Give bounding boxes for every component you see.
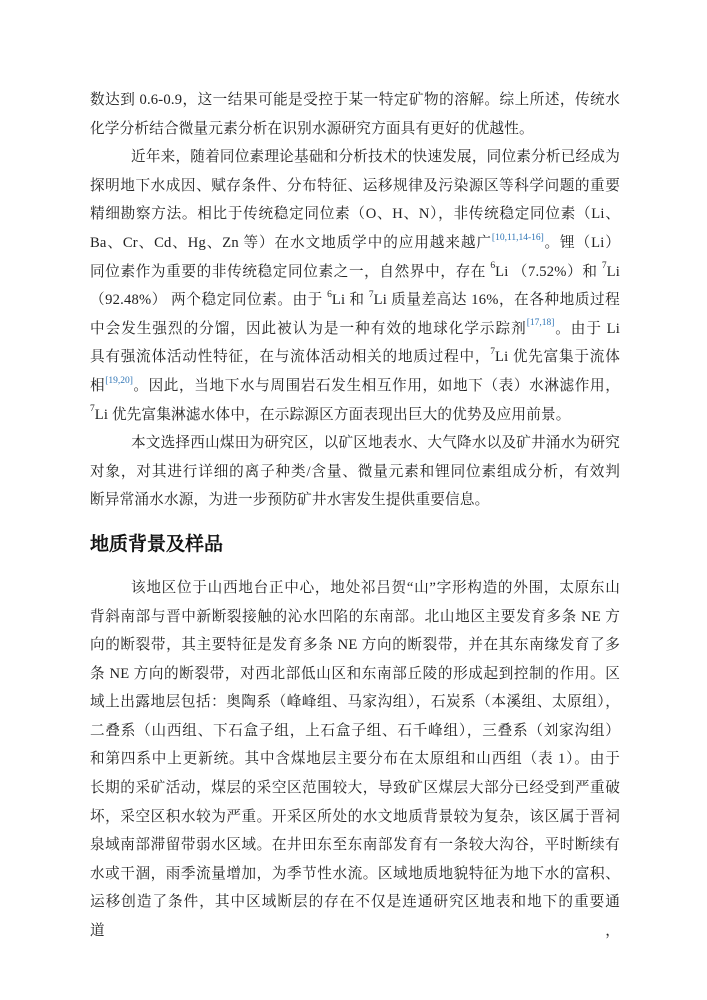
text-line: 断异常涌水水源，为进一步预防矿井水害发生提供重要信息。 [90,492,490,509]
text-line: 水或干涸，雨季流量增加，为季节性水流。区域地质地貌特征为地下水的富积、 [90,865,620,882]
text-line: 域上出露地层包括：奥陶系（峰峰组、马家沟组），石炭系（本溪组、太原组）， [90,694,620,711]
text-line: 运移创造了条件，其中区域断层的存在不仅是连通研究区地表和地下的重要通道， [90,894,620,940]
text-line: （92.48%） 两个稳定同位素。由于 $^6$Li 和 $^7$Li 质量差高达 16%，在各种地质过程 [90,289,620,309]
text-line: 同位素作为重要的非传统稳定同位素之一，自然界中，存在 $^6$Li （7.52%）和 $^7$Li [90,261,620,280]
isotope-superscript: 7 [368,289,374,300]
text-line: 化学分析结合微量元素分析在识别水源研究方面具有更好的优越性。 [90,120,534,137]
text-line: 本文选择西山煤田为研究区，以矿区地表水、大气降水以及矿井涌水为研究 [131,435,620,452]
text-line: 探明地下水成因、赋存条件、分布特征、运移规律及污染源区等科学问题的重要 [90,177,620,194]
text-line: 条 NE 方向的断裂带，对西北部低山区和东南部丘陵的形成起到控制的作用。区 [90,665,620,682]
paragraph [90,86,620,143]
paragraph [90,429,620,515]
citation-ref[interactable]: [17,18] [526,318,555,329]
text-line: Ba、Cr、Cd、Hg、Zn 等）在水文地质学中的应用越来越广[10,11,14-16]。锂（Li） [90,232,621,251]
citation-ref[interactable]: [10,11,14-16] [491,232,544,243]
text-line: 向的断裂带，其主要特征是发育多条 NE 方向的断裂带，并在其东南缘发育了多 [90,637,620,654]
text-line: 坏，采空区积水较为严重。开采区所处的水文地质背景较为复杂，该区属于晋祠 [90,808,620,825]
text-line: 长期的采矿活动，煤层的采空区范围较大，导致矿区煤层大部分已经受到严重破 [90,780,620,797]
text-line: 数达到 0.6-0.9，这一结果可能是受控于某一特定矿物的溶解。综上所述，传统水 [90,92,620,108]
text-line: 二叠系（山西组、下石盒子组，上石盒子组、石千峰组），三叠系（刘家沟组） [90,722,620,739]
text-line: 相[19,20]。因此，当地下水与周围岩石发生相互作用，如地下（表）水淋滤作用， [90,375,621,394]
paragraph [90,574,620,940]
citation-ref[interactable]: [19,20] [105,375,133,386]
text-line: 近年来，随着同位素理论基础和分析技术的快速发展，同位素分析已经成为 [131,149,620,166]
text-line: 该地区位于山西地台正中心，地处祁吕贺“山”字形构造的外围，太原东山 [131,579,620,596]
isotope-superscript: 7 [601,261,607,272]
isotope-superscript: 6 [327,289,332,300]
text-line: 对象，对其进行详细的离子种类/含量、微量元素和锂同位素组成分析，有效判 [90,463,620,480]
text-line: 中会发生强烈的分馏，因此被认为是一种有效的地球化学示踪剂[17,18]。由于 Li [90,318,620,337]
isotope-superscript: 7 [90,404,95,415]
text-line: 和第四系中上更新统。其中含煤地层主要分布在太原组和山西组（表 1）。由于 [90,751,620,768]
paragraph [90,143,620,429]
section-heading: 地质背景及样品 [90,533,224,555]
isotope-superscript: 6 [490,261,496,272]
text-line: 具有强流体活动性特征，在与流体活动相关的地质过程中，$^7$Li 优先富集于流体 [90,347,620,366]
text-line: 泉域南部滞留带弱水区域。在井田东至东南部发育有一条较大沟谷，平时断续有 [90,837,620,854]
text-line: $^7$Li 优先富集淋滤水体中，在示踪源区方面表现出巨大的优势及应用前景。 [90,404,571,423]
text-line: 背斜南部与晋中新断裂接触的沁水凹陷的东南部。北山地区主要发育多条 NE 方 [90,608,620,625]
text-line: 精细勘察方法。相比于传统稳定同位素（O、H、N），非传统稳定同位素（Li、 [90,206,620,223]
document-body [90,86,621,940]
isotope-superscript: 7 [490,347,496,358]
